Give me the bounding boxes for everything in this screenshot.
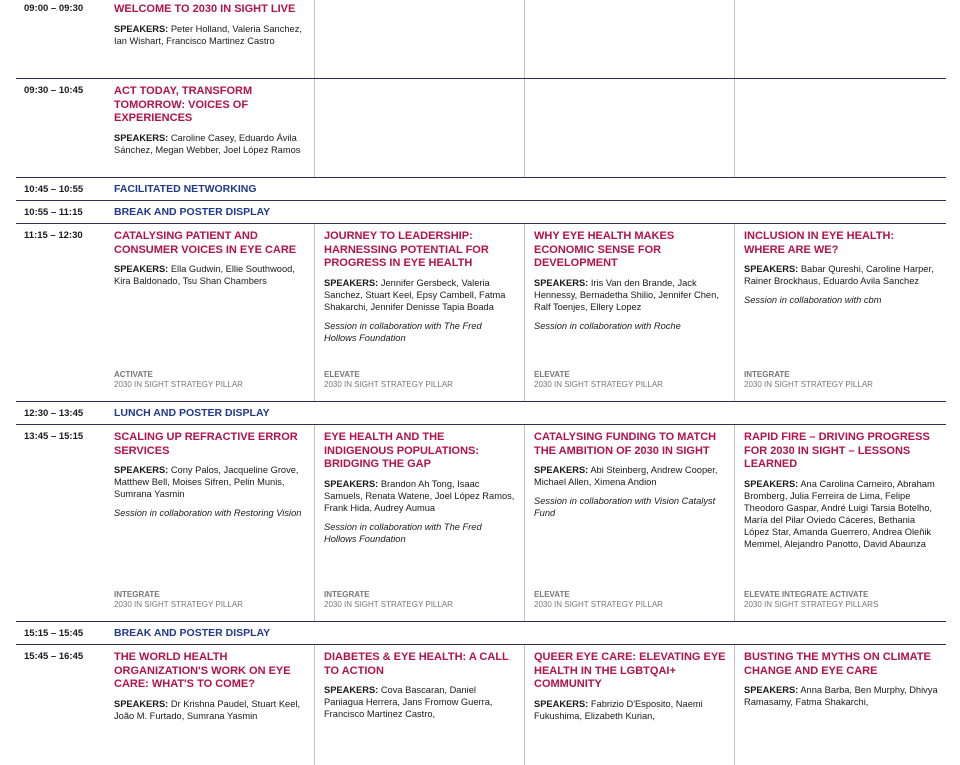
- session-cell: [744, 230, 944, 398]
- session-speakers: SPEAKERS: Ana Carolina Carneiro, Abraham Bromberg, Julia Ferreira de Lima, Felipe Theodoro Gaspar, André Luigi Tarsia Botelho, María del Pilar Oviedo Cáceres, Bethania López Star, Amanda Guerrero, Andrea Oleñik Memmel, Alejandro Panotto, David Abaunza: [744, 478, 935, 549]
- strategy-pillar: ELEVATE 2030 IN SIGHT STRATEGY PILLAR: [534, 370, 663, 389]
- full-width-session: BREAK AND POSTER DISPLAY: [114, 206, 271, 218]
- session-cell: [744, 431, 944, 618]
- strategy-pillar: ELEVATE 2030 IN SIGHT STRATEGY PILLAR: [324, 370, 453, 389]
- session-cell: [744, 651, 944, 708]
- session-speakers: SPEAKERS: Caroline Casey, Eduardo Ávila Sánchez, Megan Webber, Joel López Ramos: [114, 132, 301, 155]
- session-cell: [534, 651, 732, 722]
- session-title: CATALYSING PATIENT AND CONSUMER VOICES IN EYE CARE: [114, 230, 297, 256]
- session-speakers: SPEAKERS: Cony Palos, Jacqueline Grove, Matthew Bell, Moises Sifren, Pelin Munis, Sumrana Yasmin: [114, 465, 299, 499]
- agenda-row: [16, 224, 946, 402]
- session-note: Session in collaboration with cbm: [744, 295, 882, 305]
- session-title: JOURNEY TO LEADERSHIP: HARNESSING POTENTIAL FOR PROGRESS IN EYE HEALTH: [324, 230, 489, 269]
- session-speakers: SPEAKERS: Anna Barba, Ben Murphy, Dhivya Ramasamy, Fatma Shakarchi,: [744, 685, 938, 707]
- session-title: QUEER EYE CARE: ELEVATING EYE HEALTH IN THE LGBTQAI+ COMMUNITY: [534, 651, 726, 690]
- strategy-pillar: ELEVATE INTEGRATE ACTIVATE 2030 IN SIGHT STRATEGY PILLARS: [744, 590, 879, 609]
- time-slot: 10:45 – 10:55: [24, 184, 84, 195]
- session-title: DIABETES & EYE HEALTH: A CALL TO ACTION: [324, 651, 509, 677]
- full-width-session: LUNCH AND POSTER DISPLAY: [114, 407, 270, 419]
- session-cell: [114, 230, 312, 398]
- session-note: Session in collaboration with The Fred Hollows Foundation: [324, 320, 482, 343]
- session-cell: [324, 230, 522, 398]
- session-note: Session in collaboration with Roche: [534, 320, 681, 331]
- strategy-pillar: INTEGRATE 2030 IN SIGHT STRATEGY PILLAR: [114, 590, 243, 609]
- session-title: SCALING UP REFRACTIVE ERROR SERVICES: [114, 431, 298, 457]
- strategy-pillar: INTEGRATE 2030 IN SIGHT STRATEGY PILLAR: [744, 370, 873, 389]
- session-cell: [114, 651, 312, 722]
- session-cell: [324, 431, 522, 618]
- time-slot: 15:45 – 16:45: [24, 651, 84, 662]
- session-speakers: SPEAKERS: Cova Bascaran, Daniel Paniagua Herrera, Jans Fromow Guerra, Francisco Martinez Castro,: [324, 685, 493, 719]
- session-cell: [534, 431, 732, 618]
- time-slot: 12:30 – 13:45: [24, 408, 84, 419]
- session-cell: [114, 431, 312, 618]
- session-cell: [534, 230, 732, 398]
- agenda-row: [16, 622, 946, 645]
- session-cell: [114, 85, 312, 156]
- agenda-row: [16, 0, 946, 79]
- session-title: ACT TODAY, TRANSFORM TOMORROW: VOICES OF EXPERIENCES: [114, 85, 253, 124]
- session-note: Session in collaboration with Restoring Vision: [114, 508, 302, 518]
- agenda-row: [16, 178, 946, 201]
- session-speakers: SPEAKERS: Dr Krishna Paudel, Stuart Keel, João M. Furtado, Sumrana Yasmin: [114, 698, 301, 721]
- agenda-row: [16, 645, 946, 765]
- session-speakers: SPEAKERS: Abi Steinberg, Andrew Cooper, Michael Allen, Ximena Andion: [534, 465, 718, 487]
- session-title: WHY EYE HEALTH MAKES ECONOMIC SENSE FOR DEVELOPMENT: [534, 230, 675, 269]
- session-speakers: SPEAKERS: Ella Gudwin, Ellie Southwood, Kira Baldonado, Tsu Shan Chambers: [114, 264, 295, 286]
- session-cell: [324, 651, 522, 720]
- session-title: CATALYSING FUNDING TO MATCH THE AMBITION OF 2030 IN SIGHT: [534, 431, 717, 457]
- session-title: THE WORLD HEALTH ORGANIZATION'S WORK ON EYE CARE: WHAT'S TO COME?: [114, 651, 291, 690]
- session-title: RAPID FIRE – DRIVING PROGRESS FOR 2030 IN SIGHT – LESSONS LEARNED: [744, 431, 930, 470]
- strategy-pillar: ELEVATE 2030 IN SIGHT STRATEGY PILLAR: [534, 590, 663, 609]
- agenda-row: [16, 425, 946, 622]
- session-title: WELCOME TO 2030 IN SIGHT LIVE: [114, 3, 296, 15]
- strategy-pillar: INTEGRATE 2030 IN SIGHT STRATEGY PILLAR: [324, 590, 453, 609]
- agenda-row: [16, 79, 946, 178]
- full-width-session: FACILITATED NETWORKING: [114, 183, 257, 195]
- time-slot: 09:00 – 09:30: [24, 3, 84, 14]
- session-cell: [114, 3, 312, 47]
- time-slot: 09:30 – 10:45: [24, 85, 84, 96]
- session-note: Session in collaboration with Vision Catalyst Fund: [534, 496, 716, 518]
- agenda-row: [16, 402, 946, 425]
- session-title: EYE HEALTH AND THE INDIGENOUS POPULATIONS: BRIDGING THE GAP: [324, 431, 480, 470]
- strategy-pillar: ACTIVATE 2030 IN SIGHT STRATEGY PILLAR: [114, 370, 243, 389]
- time-slot: 11:15 – 12:30: [24, 230, 83, 241]
- session-speakers: SPEAKERS: Peter Holland, Valeria Sanchez, Ian Wishart, Francisco Martinez Castro: [114, 23, 302, 46]
- session-title: BUSTING THE MYTHS ON CLIMATE CHANGE AND EYE CARE: [744, 651, 931, 677]
- session-speakers: SPEAKERS: Brandon Ah Tong, Isaac Samuels, Renata Watene, Joel López Ramos, Frank Hida, Audrey Aumua: [324, 478, 515, 513]
- session-speakers: SPEAKERS: Babar Qureshi, Caroline Harper, Rainer Brockhaus, Eduardo Avila Sanchez: [744, 264, 934, 286]
- session-speakers: SPEAKERS: Fabrizio D'Esposito, Naemi Fukushima, Elizabeth Kurian,: [534, 698, 703, 721]
- time-slot: 15:15 – 15:45: [24, 628, 84, 639]
- session-speakers: SPEAKERS: Jennifer Gersbeck, Valeria Sanchez, Stuart Keel, Epsy Cambell, Fatma Shakarchi, Jennifer Denisse Tapia Boada: [324, 277, 506, 312]
- time-slot: 10:55 – 11:15: [24, 207, 83, 218]
- time-slot: 13:45 – 15:15: [24, 431, 84, 442]
- agenda-row: [16, 201, 946, 224]
- session-speakers: SPEAKERS: Iris Van den Brande, Jack Hennessy, Bernadetha Shilio, Jennifer Chen, Ralf Toenjes, Ellery Lopez: [534, 277, 719, 312]
- session-title: INCLUSION IN EYE HEALTH: WHERE ARE WE?: [744, 230, 895, 256]
- session-note: Session in collaboration with The Fred Hollows Foundation: [324, 521, 482, 544]
- full-width-session: BREAK AND POSTER DISPLAY: [114, 627, 271, 639]
